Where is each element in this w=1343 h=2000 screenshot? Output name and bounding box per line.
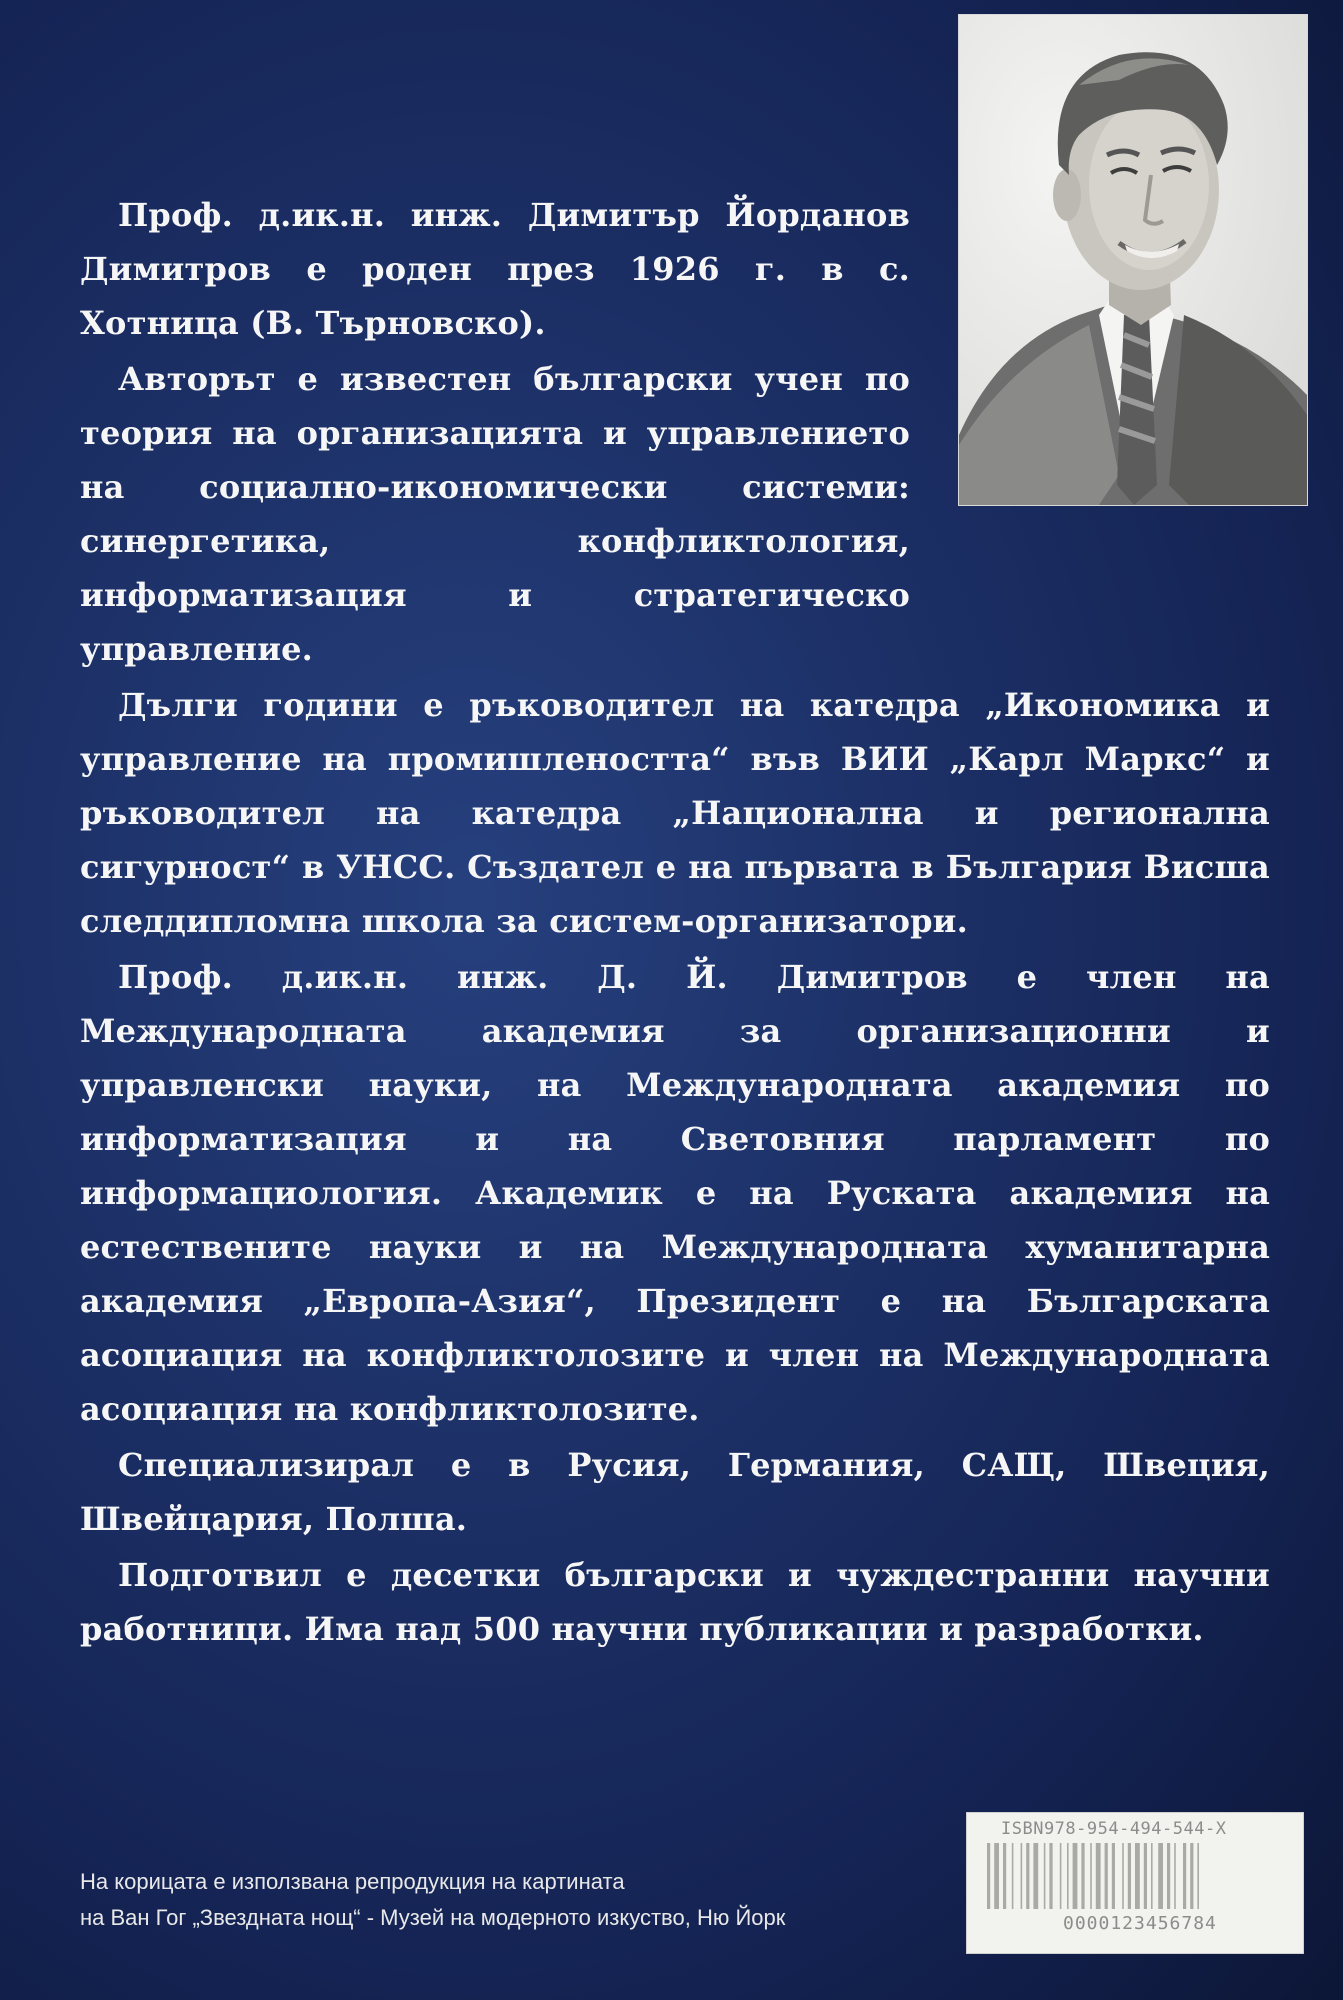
isbn-label: ISBN978-954-494-544-X bbox=[1001, 1819, 1227, 1839]
bio-paragraph: Проф. д.ик.н. инж. Д. Й. Димитров е член на Международната академия за организационни и управленски науки, на Международната академия по информатизация и на Световния парламент по информациология. Академик е на Руската академия на естествените науки и на Международната хуманитарна академия „Европа-Азия“, Президент е на Българската асоциация на конфликтолозите и член на Международната асоциация на конфликтолозите. bbox=[80, 958, 1270, 1428]
credit-line: На корицата е използвана репродукция на картината bbox=[80, 1869, 625, 1894]
bio-paragraph: Проф. д.ик.н. инж. Димитър Йорданов Димитров е роден през 1926 г. в с. Хотница (В. Търновско). bbox=[80, 196, 910, 342]
barcode-bar bbox=[1151, 1843, 1153, 1909]
barcode-bar bbox=[1026, 1843, 1029, 1909]
cover-art-credit bbox=[80, 1864, 785, 1936]
barcode-bar bbox=[1003, 1843, 1006, 1909]
barcode-bar bbox=[1167, 1843, 1170, 1909]
barcode-bar bbox=[1044, 1843, 1046, 1909]
barcode-number: 0000123456784 bbox=[1063, 1913, 1217, 1934]
bio-paragraph: Дълги години е ръководител на катедра „Икономика и управление на промишлеността“ във ВИИ „Карл Маркс“ и ръководител на катедра „Национална и регионална сигурност“ в УНСС. Създател е на първата в България Висша следдипломна школа за систем-организатори. bbox=[80, 686, 1270, 940]
barcode-bar bbox=[1067, 1843, 1069, 1909]
barcode-bar bbox=[1090, 1843, 1092, 1909]
barcode-bar bbox=[1012, 1843, 1014, 1909]
barcode-bar bbox=[1105, 1843, 1108, 1909]
bio-paragraph: Подготвил е десетки български и чуждестранни научни работници. Има над 500 научни публикации и разработки. bbox=[80, 1556, 1270, 1648]
barcode-bar bbox=[987, 1843, 990, 1909]
bio-paragraph: Авторът е известен български учен по теория на организацията и управлението на социално-икономически системи: синергетика, конфликтология, информатизация и стратегическо управление. bbox=[80, 360, 910, 668]
barcode-bar bbox=[1158, 1843, 1163, 1909]
credit-line: на Ван Гог „Звездната нощ“ - Музей на модерното изкуство, Ню Йорк bbox=[80, 1905, 786, 1930]
barcode-bar bbox=[1021, 1843, 1023, 1909]
barcode-bar bbox=[1033, 1843, 1038, 1909]
barcode-bar bbox=[1112, 1843, 1115, 1909]
barcode-bar bbox=[1135, 1843, 1140, 1909]
barcode-bar bbox=[1096, 1843, 1101, 1909]
barcode-bar bbox=[1197, 1843, 1199, 1909]
barcode-bars bbox=[987, 1843, 1283, 1909]
barcode-bar bbox=[1122, 1843, 1124, 1909]
barcode-sticker bbox=[966, 1812, 1304, 1954]
barcode-bar bbox=[1128, 1843, 1131, 1909]
barcode-bar bbox=[1144, 1843, 1147, 1909]
barcode-bar bbox=[1190, 1843, 1193, 1909]
barcode-bar bbox=[1049, 1843, 1052, 1909]
barcode-bar bbox=[994, 1843, 999, 1909]
barcode-bar bbox=[1081, 1843, 1084, 1909]
barcode-bar bbox=[1174, 1843, 1176, 1909]
author-biography bbox=[80, 188, 1270, 1658]
barcode-bar bbox=[1073, 1843, 1078, 1909]
bio-paragraph: Специализирал е в Русия, Германия, САЩ, Швеция, Швейцария, Полша. bbox=[80, 1446, 1270, 1538]
barcode-bar bbox=[1060, 1843, 1062, 1909]
barcode-bar bbox=[1183, 1843, 1186, 1909]
